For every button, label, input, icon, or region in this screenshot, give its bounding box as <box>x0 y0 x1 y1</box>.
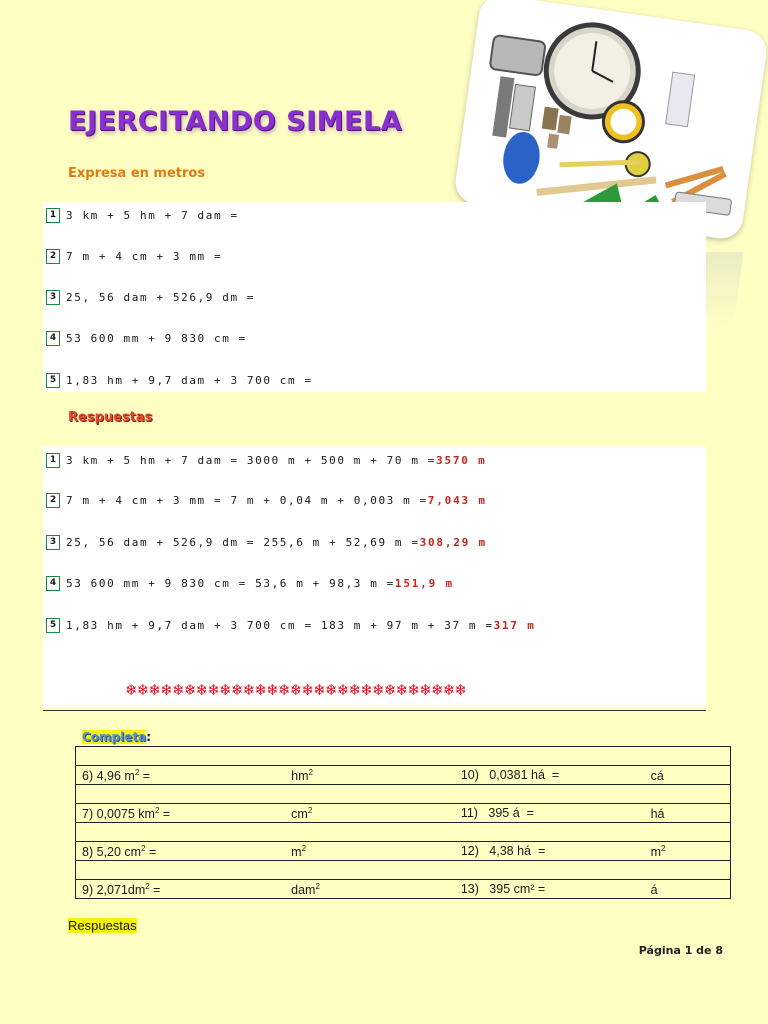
answer-result: 317 m <box>493 619 536 632</box>
answer-row <box>46 453 487 468</box>
table-cell: 6) 4,96 $m^2$ = <box>76 766 286 785</box>
exercise-number: 3 <box>46 290 60 305</box>
table-cell: 10) 0,0381 há = <box>455 766 645 785</box>
table-row <box>76 880 731 899</box>
conversion-table <box>75 746 731 899</box>
table-spacer-row <box>76 747 731 766</box>
table-row <box>76 766 731 785</box>
answer-result: 308,29 m <box>419 536 487 549</box>
completa-heading <box>82 730 151 744</box>
table-cell: 7) 0,0075 $km^2$ = <box>76 804 286 823</box>
exercise-number: 5 <box>46 373 60 388</box>
answer-number: 2 <box>46 493 60 508</box>
table-cell: 8) 5,20 $cm^2$ = <box>76 842 286 861</box>
table-spacer-row <box>76 785 731 804</box>
exercise-row <box>46 373 313 388</box>
exercise-row <box>46 331 247 346</box>
answer-row <box>46 618 536 633</box>
table-cell: 13) 395 cm² = <box>455 880 645 899</box>
completa-colon: : <box>146 730 152 744</box>
table-cell: $m^2$ <box>645 842 731 861</box>
table-spacer-row <box>76 823 731 842</box>
exercise-row <box>46 249 222 264</box>
answer-number: 3 <box>46 535 60 550</box>
exercise-row <box>46 290 255 305</box>
exercise-number: 2 <box>46 249 60 264</box>
table-cell: 12) 4,38 há = <box>455 842 645 861</box>
answer-number: 4 <box>46 576 60 591</box>
table-cell: 9) $2,071dm^2$ = <box>76 880 286 899</box>
answer-row <box>46 535 487 550</box>
answer-result: 151,9 m <box>394 577 454 590</box>
table-row <box>76 804 731 823</box>
answer-text: 25, 56 dam + 526,9 dm = 255,6 m + 52,69 m = <box>66 536 420 549</box>
answer-number: 5 <box>46 618 60 633</box>
exercise-text: 25, 56 dam + 526,9 dm = <box>66 291 256 304</box>
page-number: Página 1 de 8 <box>638 944 723 957</box>
answer-result: 7,043 m <box>427 494 487 507</box>
table-cell: 11) 395 á = <box>455 804 645 823</box>
table-cell: há <box>645 804 731 823</box>
answer-number: 1 <box>46 453 60 468</box>
exercise-row <box>46 208 239 223</box>
table-spacer-row <box>76 861 731 880</box>
page-title: EJERCITANDO SIMELA <box>68 106 403 137</box>
answer-text: 7 m + 4 cm + 3 mm = 7 m + 0,04 m + 0,003 m = <box>66 494 428 507</box>
table-row <box>76 842 731 861</box>
exercise-number: 1 <box>46 208 60 223</box>
answer-result: 3570 m <box>436 454 487 467</box>
exercise-text: 1,83 hm + 9,7 dam + 3 700 cm = <box>66 374 313 387</box>
section-subtitle: Expresa en metros <box>68 166 206 181</box>
exercise-text: 7 m + 4 cm + 3 mm = <box>66 250 223 263</box>
exercise-text: 3 km + 5 hm + 7 dam = <box>66 209 239 222</box>
horizontal-rule <box>43 710 706 711</box>
completa-label: Completa <box>82 730 147 744</box>
snowflake-divider: ❄❄❄❄❄❄❄❄❄❄❄❄❄❄❄❄❄❄❄❄❄❄❄❄❄❄❄❄❄ <box>125 681 467 699</box>
table-cell: cá <box>645 766 731 785</box>
bottom-answers-label: Respuestas <box>68 918 137 933</box>
answers-heading: Respuestas <box>68 410 153 425</box>
exercise-number: 4 <box>46 331 60 346</box>
table-cell: $cm^2$ <box>285 804 455 823</box>
answer-text: 1,83 hm + 9,7 dam + 3 700 cm = 183 m + 97 m + 37 m = <box>66 619 494 632</box>
table-cell: á <box>645 880 731 899</box>
table-cell: dam$^2$ <box>285 880 455 899</box>
exercise-text: 53 600 mm + 9 830 cm = <box>66 332 247 345</box>
table-cell: $hm^2$ <box>285 766 455 785</box>
answer-row <box>46 576 454 591</box>
table-cell: $m^2$ <box>285 842 455 861</box>
answer-text: 3 km + 5 hm + 7 dam = 3000 m + 500 m + 70 m = <box>66 454 437 467</box>
answer-text: 53 600 mm + 9 830 cm = 53,6 m + 98,3 m = <box>66 577 395 590</box>
answer-row <box>46 493 487 508</box>
